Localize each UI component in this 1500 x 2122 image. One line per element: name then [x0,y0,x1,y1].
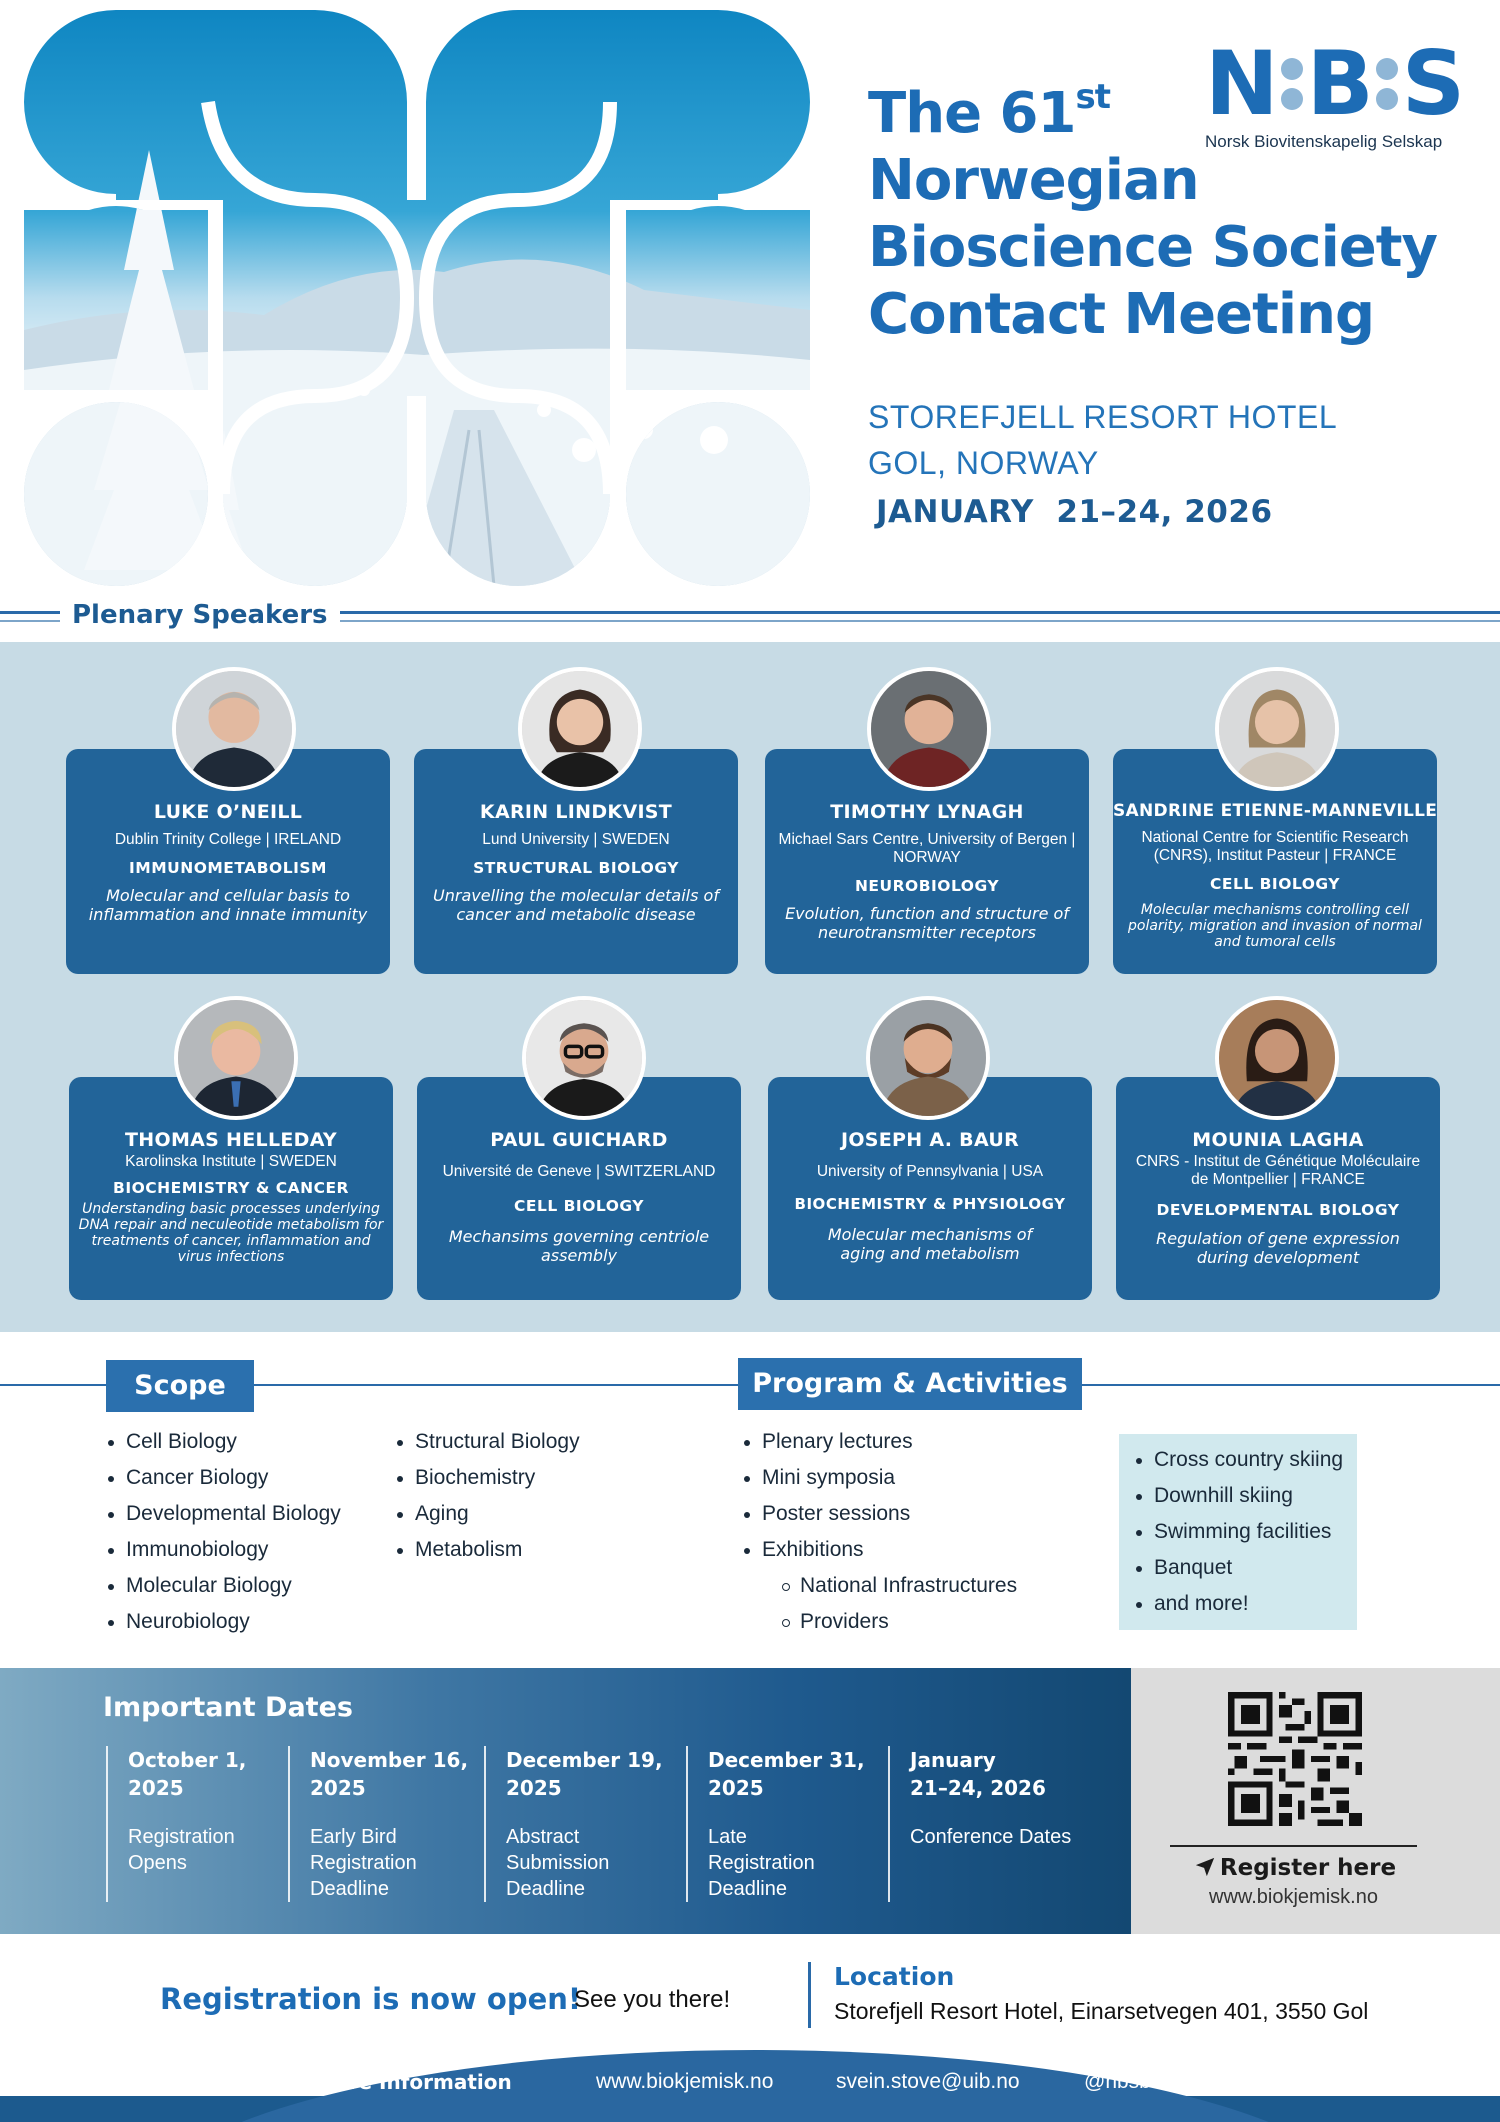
date-item: January 21–24, 2026 Conference Dates [888,1746,1071,1902]
list-item: Downhill skiing [1134,1478,1343,1514]
important-dates-heading: Important Dates [103,1692,353,1723]
list-item: Neurobiology [106,1604,341,1640]
date-item: December 31, 2025 Late Registration Deadline [686,1746,865,1902]
see-you-text: See you there! [574,1986,731,2013]
plenary-speakers-heading: Plenary Speakers [60,600,340,630]
list-item: Structural Biology [395,1424,580,1460]
list-sub-item: National Infrastructures [742,1568,1017,1604]
nbs-logo: N B S Norsk Biovitenskapelig Selskap [1205,32,1464,151]
speaker-card: MOUNIA LAGHA CNRS - Institut de Génétique Moléculaire de Montpellier | FRANCE DEVELOPMENTAL BIOLOGY Regulation of gene expression during development [1116,1077,1440,1300]
list-item: Molecular Biology [106,1568,341,1604]
program-heading: Program & Activities [738,1358,1082,1410]
title-line: Contact Meeting [868,282,1375,347]
speaker-photo [866,996,990,1120]
speaker-photo [172,667,296,791]
scope-heading: Scope [106,1360,254,1412]
speaker-card: TIMOTHY LYNAGH Michael Sars Centre, University of Bergen | NORWAY NEUROBIOLOGY Evolution, function and structure of neurotransmitter receptors [765,749,1089,974]
list-item: Banquet [1134,1550,1343,1586]
list-item: Biochemistry [395,1460,580,1496]
list-item: Cancer Biology [106,1460,341,1496]
program-list [742,1424,1017,1640]
date-item: October 1, 2025 Registration Opens [106,1746,246,1902]
scope-list-1 [106,1424,341,1640]
speaker-photo [174,996,298,1120]
hero-winter-image [24,10,810,586]
speaker-card: LUKE O’NEILL Dublin Trinity College | IRELAND IMMUNOMETABOLISM Molecular and cellular basis to inflammation and innate immunity [66,749,390,974]
speaker-photo [1215,996,1339,1120]
location-heading: Location [834,1962,955,1991]
location-address: Storefjell Resort Hotel, Einarsetvegen 401, 3550 Gol [834,1998,1369,2024]
speaker-card: KARIN LINDKVIST Lund University | SWEDEN STRUCTURAL BIOLOGY Unravelling the molecular details of cancer and metabolic disease [414,749,738,974]
qr-code-icon[interactable] [1228,1692,1362,1826]
date-item: December 19, 2025 Abstract Submission Deadline [484,1746,663,1902]
list-item: Aging [395,1496,580,1532]
registration-open-text: Registration is now open! [160,1982,582,2016]
list-item: Exhibitions [742,1532,1017,1568]
speaker-card: SANDRINE ETIENNE-MANNEVILLE National Centre for Scientific Research (CNRS), Institut Pasteur | FRANCE CELL BIOLOGY Molecular mechanisms controlling cell polarity, migration and invasion of normal and tumoral cells [1113,749,1437,974]
speaker-photo [867,667,991,791]
logo-subtitle: Norsk Biovitenskapelig Selskap [1205,132,1443,151]
list-item: Developmental Biology [106,1496,341,1532]
footer-social-link[interactable]: @nbsbergen [1084,2070,1205,2093]
register-url[interactable]: www.biokjemisk.no [1209,1886,1378,1908]
speaker-photo [518,667,642,791]
location-arrow-icon [1194,1856,1216,1878]
venue: STOREFJELL RESORT HOTEL GOL, NORWAY [868,399,1338,481]
list-item: Cross country skiing [1134,1442,1343,1478]
list-item: Plenary lectures [742,1424,1017,1460]
title-line: Norwegian [868,148,1199,213]
list-item: Poster sessions [742,1496,1017,1532]
title-line: Bioscience Society [868,215,1438,280]
speaker-card: PAUL GUICHARD Université de Geneve | SWITZERLAND CELL BIOLOGY Mechansims governing centriole assembly [417,1077,741,1300]
speaker-photo [1215,667,1339,791]
register-here-link[interactable]: Register here [1190,1855,1400,1881]
list-sub-item: Providers [742,1604,1017,1640]
speaker-card: THOMAS HELLEDAY Karolinska Institute | SWEDEN BIOCHEMISTRY & CANCER Understanding basic processes underlying DNA repair and neculeotide metabolism for treatments of cancer, inflammation and virus infections [69,1077,393,1300]
list-item: Swimming facilities [1134,1514,1343,1550]
speaker-photo [522,996,646,1120]
date-item: November 16, 2025 Early Bird Registration Deadline [288,1746,468,1902]
list-item: and more! [1134,1586,1343,1622]
footer-website-link[interactable]: www.biokjemisk.no [596,2070,774,2093]
scope-list-2 [395,1424,580,1568]
more-info-label: More Information [315,2070,512,2094]
list-item: Metabolism [395,1532,580,1568]
speaker-card: JOSEPH A. BAUR University of Pennsylvania | USA BIOCHEMISTRY & PHYSIOLOGY Molecular mechanisms of aging and metabolism [768,1077,1092,1300]
event-dates: JANUARY 21–24, 2026 [876,494,1273,530]
list-item: Immunobiology [106,1532,341,1568]
activities-list [1134,1442,1343,1622]
event-title: The 61st Norwegian Bioscience Society Contact Meeting [868,80,1468,348]
list-item: Cell Biology [106,1424,341,1460]
list-item: Mini symposia [742,1460,1017,1496]
footer-email-link[interactable]: svein.stove@uib.no [836,2070,1020,2093]
divider [1170,1845,1417,1847]
divider [808,1962,811,2028]
